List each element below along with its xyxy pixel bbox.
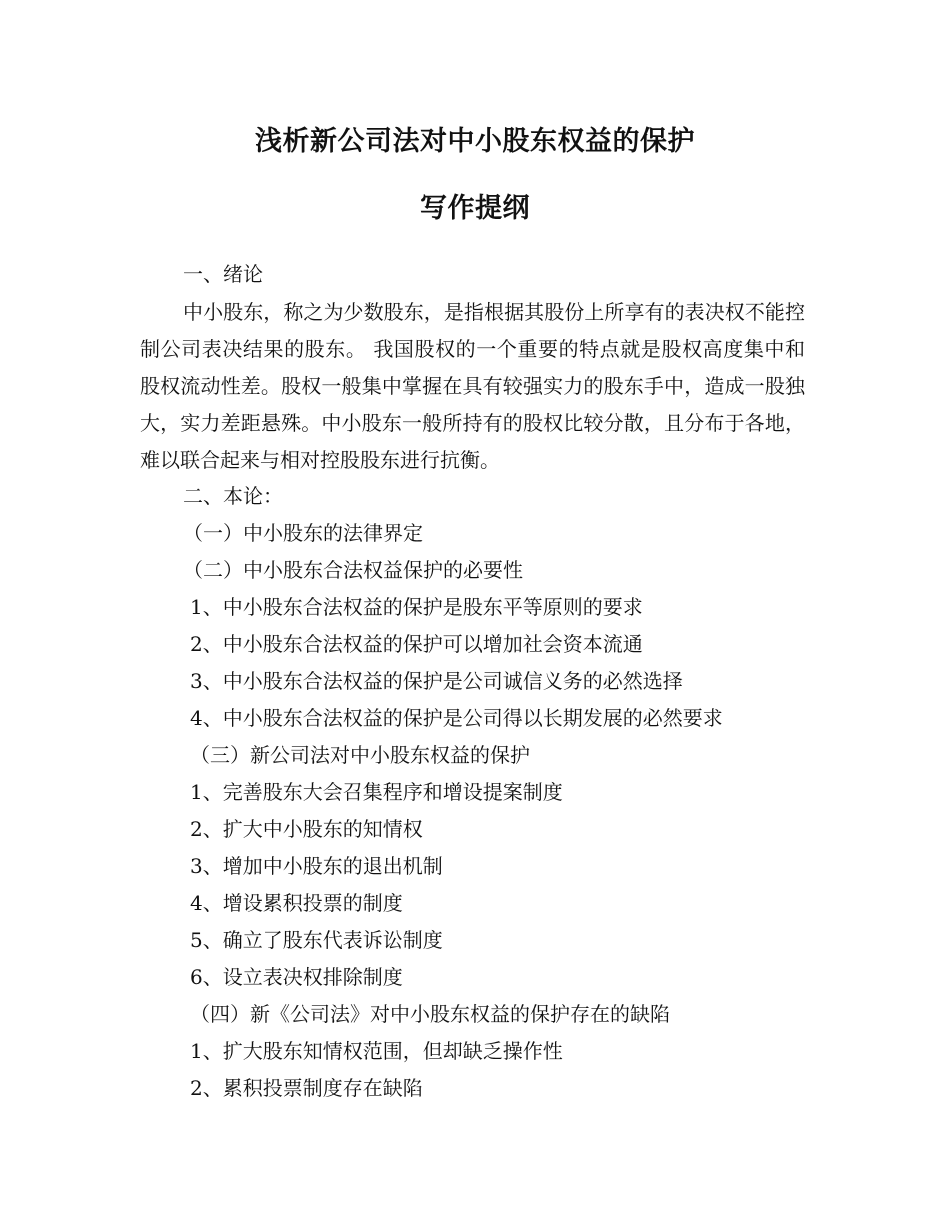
section-3-item-3: 3、增加中小股东的退出机制 — [190, 854, 443, 878]
section-3-item-5: 5、确立了股东代表诉讼制度 — [190, 928, 443, 952]
section-2-item-4: 4、中小股东合法权益的保护是公司得以长期发展的必然要求 — [190, 706, 723, 730]
section-2-item-3: 3、中小股东合法权益的保护是公司诚信义务的必然选择 — [190, 669, 683, 693]
section-1-heading: （一）中小股东的法律界定 — [183, 521, 423, 545]
intro-paragraph: 中小股东，称之为少数股东，是指根据其股份上所享有的表决权不能控制公司表决结果的股东。 我国股权的一个重要的特点就是股权高度集中和股权流动性差。股权一般集中掌握在具有较强实力的股东手中，造成一股独大，实力差距悬殊。中小股东一般所持有的股权比较分散，且分布于各地，难以联合起来与相对控股股东进行抗衡。 — [140, 300, 805, 472]
section-3-item-4: 4、增设累积投票的制度 — [190, 891, 403, 915]
section-4-heading: （四）新《公司法》对中小股东权益的保护存在的缺陷 — [190, 1002, 670, 1026]
section-2-item-1: 1、中小股东合法权益的保护是股东平等原则的要求 — [190, 595, 643, 619]
section-3-heading: （三）新公司法对中小股东权益的保护 — [190, 743, 530, 767]
section-4-item-2: 2、累积投票制度存在缺陷 — [190, 1076, 423, 1100]
document-title: 浅析新公司法对中小股东权益的保护 — [255, 126, 695, 157]
section-3-item-1: 1、完善股东大会召集程序和增设提案制度 — [190, 780, 563, 804]
section-3-item-2: 2、扩大中小股东的知情权 — [190, 817, 423, 841]
body-heading: 二、本论： — [183, 484, 283, 508]
document-subtitle: 写作提纲 — [420, 193, 530, 224]
section-3-item-6: 6、设立表决权排除制度 — [190, 965, 403, 989]
section-2-heading: （二）中小股东合法权益保护的必要性 — [183, 558, 523, 582]
intro-heading: 一、绪论 — [183, 262, 263, 286]
section-2-item-2: 2、中小股东合法权益的保护可以增加社会资本流通 — [190, 632, 643, 656]
section-4-item-1: 1、扩大股东知情权范围，但却缺乏操作性 — [190, 1039, 563, 1063]
